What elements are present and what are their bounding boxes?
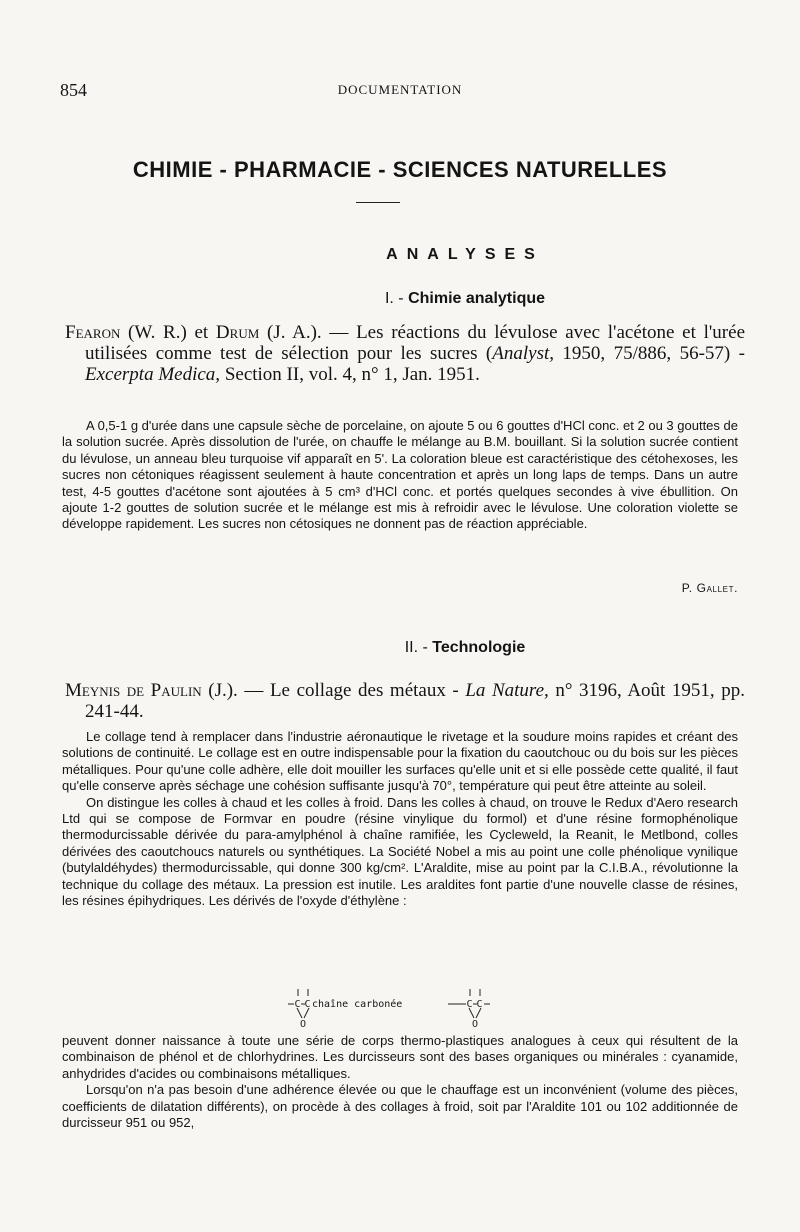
bibliographic-reference-1: [65, 322, 745, 385]
journal-name: Analyst,: [492, 343, 554, 364]
svg-text:O: O: [472, 1019, 479, 1029]
subsection-heading-2: [40, 639, 760, 657]
svg-text:O: O: [300, 1019, 307, 1029]
abstract-2: [62, 729, 738, 909]
author-name: Fearon: [65, 322, 121, 343]
abstract-1: [62, 418, 738, 533]
reference-text: 1950, 75/886, 56-57) -: [554, 343, 745, 364]
bibliographic-reference-2: [65, 680, 745, 722]
page-header: [60, 80, 740, 100]
paragraph: peuvent donner naissance à toute une série de corps thermo-plastiques analogues à ceux qui résultent de la combinaison de phénol et de chlorhydrines. Les durcisseurs sont des bases organiques ou minérales : cyanamide, anhydrides d'acides ou combinaisons métalliques.: [62, 1033, 738, 1081]
svg-text:C: C: [294, 999, 301, 1010]
source-name: Excerpta Medica,: [85, 364, 221, 385]
formula-label: chaîne carbonée: [312, 999, 403, 1010]
svg-text:C: C: [476, 999, 483, 1010]
title-divider: [356, 202, 400, 203]
main-title: CHIMIE - PHARMACIE - SCIENCES NATURELLES: [132, 157, 668, 182]
journal-name: La Nature,: [465, 680, 549, 701]
subsection-heading-1: [40, 290, 760, 308]
abstract-2-continued: [62, 1033, 738, 1131]
paragraph: Le collage tend à remplacer dans l'industrie aéronautique le rivetage et la soudure moins rapides et créant des solutions de continuité. Le collage est en outre indispensable pour la fixation du caoutchouc ou du bois sur les pièces métalliques. Pour qu'une colle adhère, elle doit mouiller les surfaces qu'elle unit et si elle possède cette qualité, il faut qu'elle conserve après séchage une cohésion suffisante jusqu'à 70°, température qui peut être atteinte au soleil.: [62, 729, 738, 794]
chemical-formula: [280, 985, 520, 1029]
subsection-title: Technologie: [432, 639, 526, 656]
page-number: 854: [60, 80, 87, 100]
svg-text:C: C: [304, 999, 311, 1010]
author-name: Meynis de Paulin: [65, 680, 202, 701]
signature: P. Gallet.: [681, 581, 738, 595]
reference-text: n° 3196, Août 1951, pp. 241-44.: [85, 680, 745, 722]
subsection-title: Chimie analytique: [408, 290, 546, 307]
paragraph: Lorsqu'on n'a pas besoin d'une adhérence élevée ou que le chauffage est un inconvénient (volume des pièces, coefficients de dilatation différents), on procède à des collages à froid, soit par l'Araldite 101 ou 102 additionnée de durcisseur 951 ou 952,: [62, 1082, 738, 1131]
section-heading: ANALYSES: [386, 246, 544, 263]
svg-text:C: C: [466, 999, 473, 1010]
subsection-number: II. -: [404, 639, 428, 656]
reference-text: (W. R.) et: [120, 322, 216, 343]
reference-text: (J.). — Le collage des métaux -: [201, 680, 466, 701]
running-title: DOCUMENTATION: [337, 82, 463, 97]
author-name: Drum: [215, 322, 260, 343]
reference-text: (J. A.). — Les réactions du lévulose avec l'acétone et l'urée utilisées comme test de sélection pour les sucres (: [85, 322, 746, 364]
paragraph: On distingue les colles à chaud et les colles à froid. Dans les colles à chaud, on trouve le Redux d'Aero research Ltd qui se compose de Formvar en poudre (résine vinylique du formol) et d'une résine formophénolique thermodurcissable dérivée du para-amylphénol à chaîne ramifiée, les Cycleweld, la Reanit, le Metlbond, colles dérivées des caoutchoucs naturels ou synthétiques. La Société Nobel a mis au point une colle phénolique vynilique (butylaldéhydes) thermodurcissable, qui donne 300 kg/cm². L'Araldite, mise au point par la C.I.B.A., révolutionne la technique du collage des métaux. La pression est inutile. Les araldites font partie d'une nouvelle classe de résines, les résines épihydriques. Les dérivés de l'oxyde d'éthylène :: [62, 794, 738, 909]
paragraph: A 0,5-1 g d'urée dans une capsule sèche de porcelaine, on ajoute 5 ou 6 gouttes d'HCl conc. et 2 ou 3 gouttes de la solution sucrée. Après dissolution de l'urée, on chauffe le mélange au B.M. bouillant. Si la solution sucrée contient du lévulose, un anneau bleu turquoise vif apparaît en 5'. La coloration bleue est caractéristique des cétohexoses, les sucres non cétoniques réagissent seulement à haute concentration et après un long laps de temps. Dans un autre test, 4-5 gouttes d'acétone sont ajoutées à 5 cm³ d'HCl conc. et portés quelques secondes à vive ébullition. On ajoute 1-2 gouttes de solution sucrée et le mélange est mis à refroidir avec le lévulose. Une coloration violette se développe rapidement. Les sucres non cétosiques ne donnent pas de réaction appréciable.: [62, 418, 738, 532]
subsection-number: I. -: [384, 290, 404, 307]
reference-text: Section II, vol. 4, n° 1, Jan. 1951.: [220, 364, 480, 385]
